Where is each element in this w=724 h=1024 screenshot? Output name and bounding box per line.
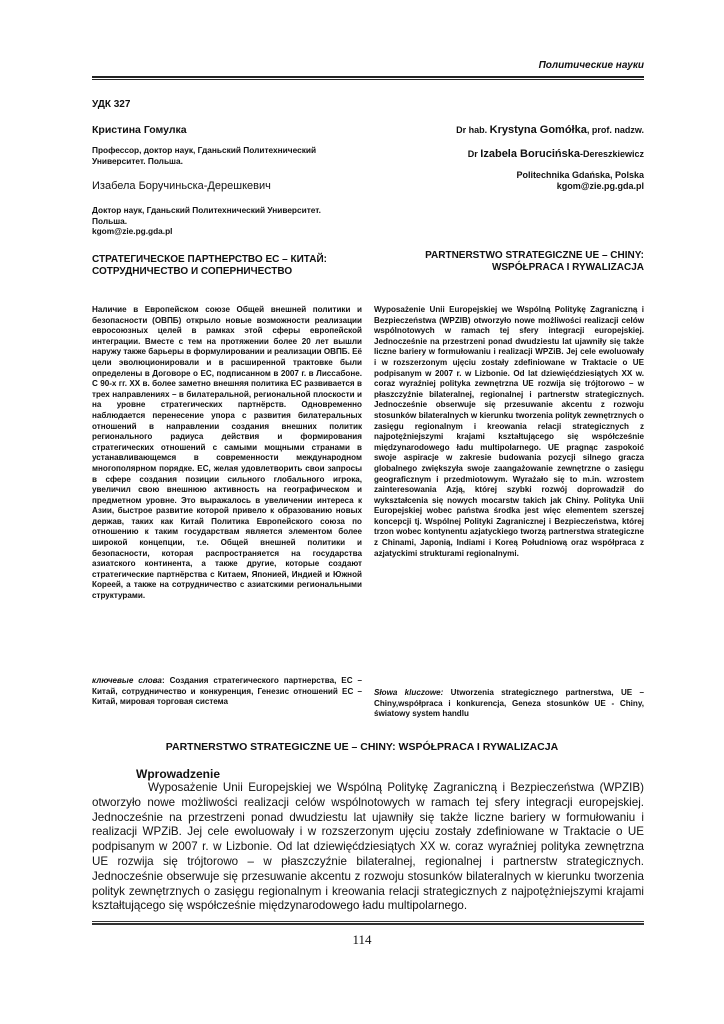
article-title-ru: СТРАТЕГИЧЕСКОЕ ПАРТНЕРСТВО ЕС – КИТАЙ: СОТРУДНИЧЕСТВО И СОПЕРНИЧЕСТВО: [92, 254, 327, 277]
author1-name-ru: Кристина Гомулка: [92, 124, 187, 136]
section-heading: Wprowadzenie: [136, 767, 221, 781]
keywords-text-ru: : Создания стратегического партнерства, ЕС – Китай, сотрудничество и конкуренция, Генезис отношений ЕС – Китай, мировая торговая система: [92, 676, 362, 707]
keywords-text-pl: Utworzenia strategicznego partnerstwa, UE – Chiny,współpraca i konkurencja, Geneza stosunków UE - Chiny, światowy system handlu: [374, 688, 644, 719]
article-title-pl: PARTNERSTWO STRATEGICZNE UE – CHINY: WSPÓŁPRACA I RYWALIZACJA: [425, 250, 644, 273]
author1-suffix-pl: , prof. nadzw.: [586, 125, 644, 135]
affiliation-pl: Politechnika Gdańska, Polska: [516, 170, 644, 180]
main-title: PARTNERSTWO STRATEGICZNE UE – CHINY: WSPÓŁPRACA I RYWALIZACJA: [165, 741, 559, 753]
author2-prefix-pl: Dr: [467, 149, 478, 159]
author2-name-pl: [468, 148, 644, 160]
footer-rule-thick: [92, 923, 644, 925]
intro-paragraph: Wyposażenie Unii Europejskiej we Wspólną Politykę Zagraniczną i Bezpieczeństwa (WPZIB) otworzyło nowe możliwości realizacji celów wspólnotowych w ramach tej sfery integracji europejskiej. Jednocześnie na przestrzeni ponad dwudziestu lat ujawniły się także liczne bariery w formułowaniu i realizacji WPZiB. Jej cele ewoluowały i w rozszerzonym ujęciu zostały zdefiniowane w Traktacie o UE podpisanym w 2007 r. w Lizbonie. Od lat dziewięćdziesiątych XX w. coraz wyraźniej polityka zewnętrzna UE rozwija się trójtorowo – w płaszczyźnie bilateralnej, regionalnej i partnerstw strategicznych. Jednocześnie obserwuje się przesuwanie akcentu z rozwoju stosunków bilateralnych w kierunku tworzenia polityk zewnętrznych o zasięgu regionalnym i kreowania relacji strategicznych z najpotężniejszymi krajami kształtującego się współcześnie międzynarodowego ładu multipolarnego.: [92, 781, 644, 913]
author2-affiliation-ru: Доктор наук, Гданьский Политехнический Университет. Польша.: [92, 205, 321, 226]
email-ru: kgom@zie.pg.gda.pl: [92, 226, 173, 236]
keywords-label-ru: ключевые слова: [92, 676, 162, 685]
abstract-ru: Наличие в Европейском союзе Общей внешней политики и безопасности (ОВПБ) открыло новые возможности реализации евросоюзных целей в рамках этой сферы европейской интеграции. Вместе с тем на протяжении более 20 лет вышли наружу также барьеры в формулировании и реализации ОВПБ. Её цели эволюционировали и в расширенной трактовке были определены в Договоре о ЕС, подписанном в 2007 г. в Лиссабоне. С 90-х гг. XX в. более заметно внешняя политика ЕС развивается в трех направлениях – в билатеральной, региональной плоскости и на уровне стратегических партнёрств. Одновременно наблюдается перенесение упора с развития билатеральных отношений в направлении создания внешних политик регионального радиуса действия и формирования стратегических отношений с самыми мощными странами в устанавливающемся в современности международном многополярном порядке. ЕС, желая удовлетворить свои запросы в сфере создания позиции сильного глобального игрока, увеличил свою внешнюю активность на географическом и предметном уровне. Это выражалось в увеличении интереса к Азии, быстрое развитие которой привело к образованию новых держав, таких как Китай Политика Европейского союза по отношению к таким государствам является элементом более широкой концепции, т.е. Общей внешней политики и безопасности, которая распространяется на государства азиатского континента, а также другие, которые создают стратегические партнёрства с Китаем, Японией, Индией и Южной Кореей, а также на сотрудничество с азиатскими региональными структурами.: [92, 305, 363, 601]
keywords-ru: [92, 676, 362, 708]
keywords-label-pl: Słowa kluczowe:: [374, 688, 444, 697]
page-number: 114: [352, 932, 372, 947]
author1-prefix-pl: Dr hab.: [456, 125, 488, 135]
author2-name-text-pl: Izabela Borucińska: [480, 148, 580, 160]
header-rule-thin: [92, 79, 644, 80]
author1-name-pl: [456, 124, 644, 136]
email-pl: kgom@zie.pg.gda.pl: [556, 181, 644, 191]
abstract-pl: Wyposażenie Unii Europejskiej we Wspólną Politykę Zagraniczną i Bezpieczeństwa (WPZIB) otworzyło nowe możliwości realizacji celów wspólnotowych w ramach tej sfery integracji europejskiej. Jednocześnie na przestrzeni ponad dwudziestu lat ujawniły się także liczne bariery w formułowaniu i realizacji WPZiB. Jej cele ewoluowały i w rozszerzonym ujęciu zostały zdefiniowane w Traktacie o UE podpisanym w 2007 r. w Lizbonie. Od lat dziewięćdziesiątych XX w. coraz wyraźniej polityka zewnętrzna UE rozwija się trójtorowo – w płaszczyźnie bilateralnej, regionalnej i partnerstw strategicznych. Jednocześnie obserwuje się przesuwanie akcentu z rozwoju stosunków bilateralnych w kierunku tworzenia polityk zewnętrznych o zasięgu regionalnym i kreowania relacji strategicznych z najpotężniejszymi krajami kształtującego się współcześnie międzynarodowego ładu multipolarnego. UE pragnąc zaspokoić swoje aspiracje w zakresie budowania pozycji silnego gracza globalnego zwiększyła swoje zaangażowanie zewnętrzne o zasięgu geograficznym i przedmiotowym. Wyrażało się to m.in. wzrostem zainteresowania Azją, której szybki rozwój doprowadził do wykształcenia się nowych mocarstw takich jak Chiny. Polityka Unii Europejskiej wobec państwa środka jest więc elementem szerszej koncepcji tj. Wspólnej Polityki Zagranicznej i Bezpieczeństwa, której trzon wobec kontynentu azjatyckiego tworzą partnerstwa strategiczne z Chinami, Japonią, Indiami i Koreą Południową oraz współpraca z azjatyckimi strukturami regionalnymi.: [374, 305, 644, 558]
journal-header: Политические науки: [538, 60, 644, 71]
keywords-pl: [374, 688, 644, 720]
header-rule: [92, 76, 644, 78]
author1-name-text-pl: Krystyna Gomółka: [489, 124, 587, 136]
udk-code: УДК 327: [92, 99, 131, 110]
footer-rule: [92, 921, 644, 922]
author2-suffix-pl: -Dereszkiewicz: [579, 149, 644, 159]
author2-name-ru: Изабела Боручиньска-Дерешкевич: [92, 180, 271, 192]
author1-affiliation-ru: Профессор, доктор наук, Гданьский Политехнический Университет. Польша.: [92, 145, 317, 166]
